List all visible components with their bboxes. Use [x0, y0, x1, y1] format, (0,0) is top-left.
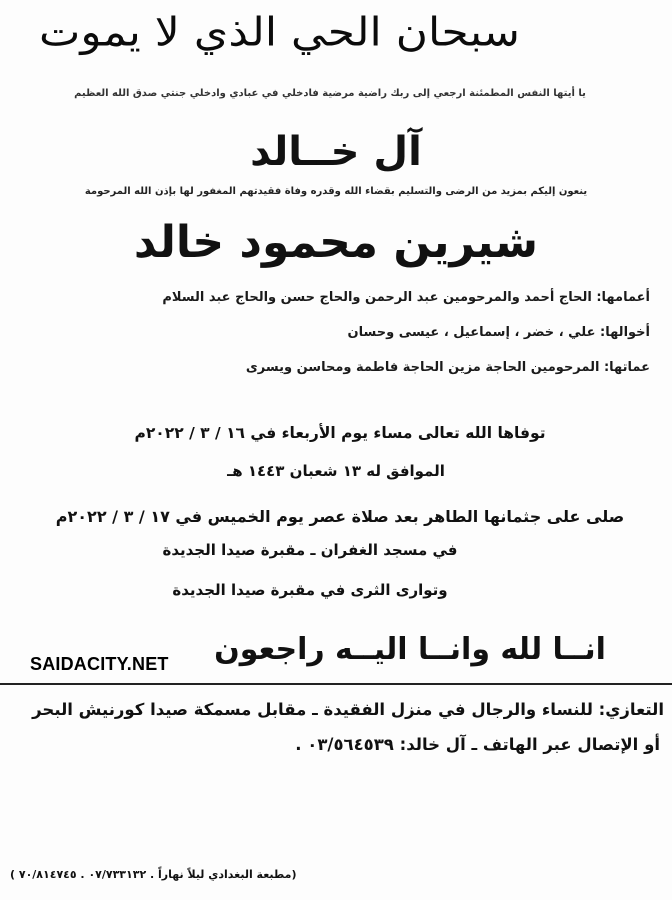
- aunts-line: عماتها: المرحومين الحاجة مزين الحاجة فاطمة ومحاسن ويسرى: [245, 360, 650, 375]
- closing-verse: انــا لله وانــا اليــه راجعون: [214, 632, 606, 667]
- quran-verse: يا أيتها النفس المطمئنة ارجعي إلى ربك راضية مرضية فادخلي في عبادي وادخلي جنتي صدق الله العظيم: [74, 88, 586, 99]
- contact-line: أو الإتصال عبر الهاتف ـ آل خالد: ٠٣/٥٦٤٥٣٩ .: [295, 735, 660, 754]
- maternal-uncles-line: أخوالها: علي ، خضر ، إسماعيل ، عيسى وحسان: [347, 325, 650, 340]
- divider-line: [0, 683, 672, 685]
- site-watermark: SAIDACITY.NET: [30, 654, 169, 674]
- funeral-prayer: صلى على جثمانها الطاهر بعد صلاة عصر يوم الخميس في ١٧ / ٣ / ٢٠٢٢م: [55, 507, 625, 526]
- printer-credit: (مطبعة البغدادي ليلاً نهاراً . ٠٧/٧٣٣١٣٢ . ٧٠/٨١٤٧٤٥ ): [10, 868, 297, 881]
- family-name: آل خــالد: [250, 129, 422, 175]
- uncles-line: أعمامها: الحاج أحمد والمرحومين عبد الرحمن والحاج حسن والحاج عبد السلام: [162, 290, 650, 305]
- hijri-date: الموافق له ١٣ شعبان ١٤٤٣ هـ: [227, 462, 445, 480]
- burial-location: وتوارى الثرى في مقبرة صيدا الجديدة: [172, 581, 448, 599]
- condolences-line: التعازي: للنساء والرجال في منزل الفقيدة ـ مقابل مسمكة صيدا كورنيش البحر: [32, 700, 664, 719]
- calligraphy-header: سبحان الحي الذي لا يموت: [38, 9, 520, 56]
- mosque-location: في مسجد الغفران ـ مقبرة صيدا الجديدة: [162, 541, 458, 559]
- death-date: توفاها الله تعالى مساء يوم الأربعاء في ١٦ / ٣ / ٢٠٢٢م: [134, 424, 546, 442]
- announcement-text: ينعون إليكم بمزيد من الرضى والتسليم بقضاء الله وقدره وفاة فقيدتهم المغفور لها بإذن الله المرحومة: [84, 186, 588, 197]
- deceased-name: شيرين محمود خالد: [133, 217, 539, 268]
